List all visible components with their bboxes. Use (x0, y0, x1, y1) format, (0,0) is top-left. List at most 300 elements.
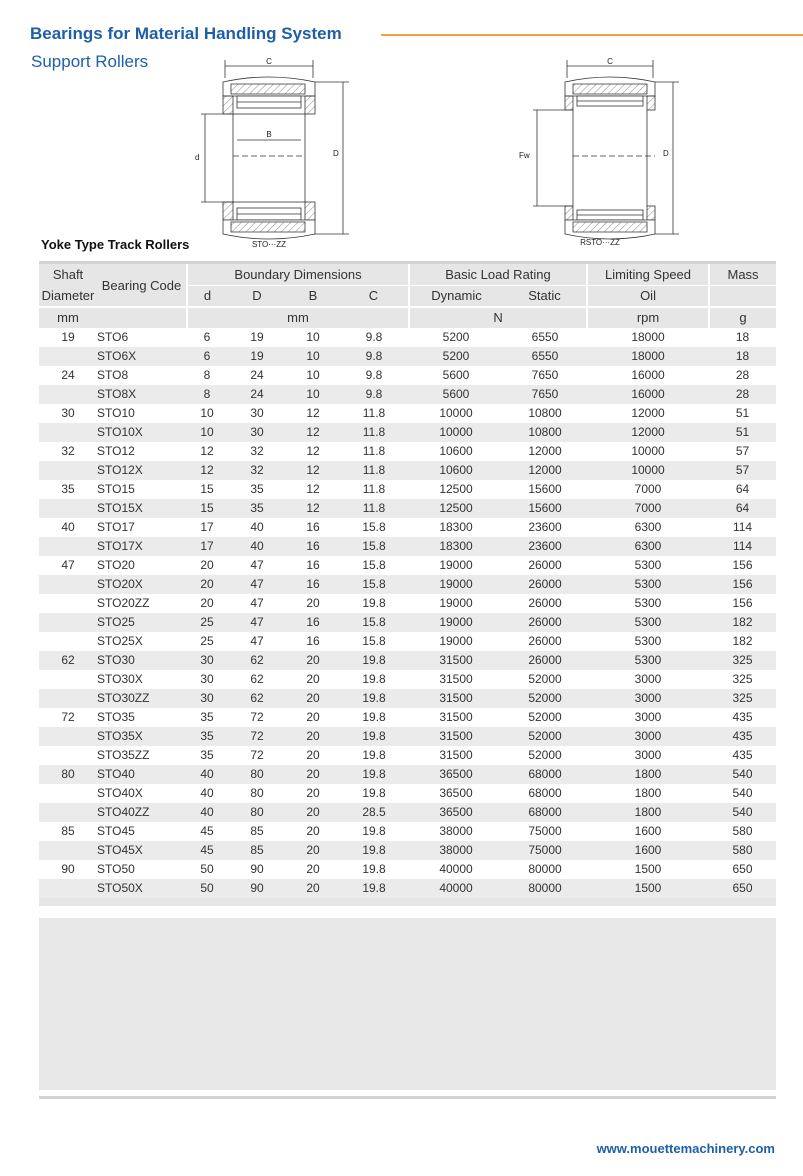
cell-bearing-code: STO50X (97, 879, 187, 898)
cell-C: 15.8 (339, 613, 409, 632)
cell-d: 6 (187, 347, 227, 366)
diagram-caption: STO···ZZ (251, 240, 287, 249)
cell-C: 15.8 (339, 575, 409, 594)
cell-B: 20 (287, 879, 339, 898)
table-row (39, 632, 776, 651)
cell-B: 10 (306, 368, 320, 382)
cell-static-load: 6550 (531, 330, 559, 344)
cell-limiting-speed: 5300 (587, 651, 709, 670)
cell-static-load: 68000 (503, 765, 587, 784)
cell-mass: 325 (709, 651, 776, 670)
header-static: Static (503, 286, 587, 308)
cell-B: 10 (287, 347, 339, 366)
cell-mass: 156 (732, 596, 753, 610)
cell-C: 19.8 (339, 651, 409, 670)
cell-D: 85 (250, 824, 264, 838)
unit-speed: rpm (587, 307, 709, 328)
title-divider (381, 34, 803, 36)
cell-static-load: 7650 (531, 368, 559, 382)
cell-shaft-diameter (39, 499, 97, 518)
cell-mass: 51 (735, 406, 750, 420)
cell-C: 9.8 (339, 347, 409, 366)
cell-mass: 435 (709, 727, 776, 746)
cell-C: 19.8 (362, 748, 386, 762)
cell-shaft-diameter (39, 537, 97, 556)
cell-mass: 64 (709, 499, 776, 518)
cell-B: 20 (306, 710, 320, 724)
cell-B: 20 (306, 824, 320, 838)
cell-shaft-diameter (39, 385, 97, 404)
cell-C: 19.8 (339, 879, 409, 898)
cell-shaft-diameter (39, 879, 97, 898)
cell-B: 12 (287, 461, 339, 480)
table-row (39, 651, 776, 670)
dim-fw-label: Fw (519, 151, 530, 160)
website-link[interactable]: www.mouettemachinery.com (596, 1141, 775, 1156)
cell-B: 16 (306, 634, 320, 648)
table-body (39, 328, 776, 906)
cell-d: 30 (187, 689, 227, 708)
cell-static-load: 52000 (528, 710, 562, 724)
cell-B: 12 (306, 444, 320, 458)
cell-shaft-diameter (39, 784, 97, 803)
cell-shaft-diameter (39, 613, 97, 632)
bottom-rule (39, 1096, 776, 1099)
cell-d: 35 (187, 727, 227, 746)
cell-shaft-diameter: 35 (61, 482, 75, 496)
cell-B: 16 (287, 537, 339, 556)
cell-static-load: 26000 (528, 558, 562, 572)
cell-shaft-diameter (39, 347, 97, 366)
dim-outer-d-label: D (333, 149, 339, 158)
cell-static-load: 75000 (503, 841, 587, 860)
cell-B: 16 (287, 613, 339, 632)
table-row (39, 328, 776, 347)
cell-shaft-diameter (39, 423, 97, 442)
cell-d: 30 (200, 672, 214, 686)
table-row (39, 784, 776, 803)
cell-shaft-diameter (39, 594, 97, 613)
cell-d: 12 (187, 461, 227, 480)
cell-D: 85 (227, 841, 287, 860)
cell-dynamic-load: 5600 (442, 368, 470, 382)
cell-C: 19.8 (339, 765, 409, 784)
cell-B: 10 (287, 385, 339, 404)
cell-dynamic-load: 36500 (409, 803, 503, 822)
cell-D: 90 (250, 862, 264, 876)
cell-bearing-code: STO45X (97, 841, 187, 860)
cell-limiting-speed: 5300 (634, 558, 662, 572)
cell-D: 47 (227, 613, 287, 632)
cell-limiting-speed: 12000 (587, 423, 709, 442)
cell-B: 10 (306, 330, 320, 344)
cell-limiting-speed: 1500 (587, 879, 709, 898)
cell-mass: 114 (732, 520, 753, 534)
cell-shaft-diameter (39, 632, 97, 651)
cell-bearing-code: STO15X (97, 499, 187, 518)
cell-B: 20 (287, 841, 339, 860)
cell-dynamic-load: 5200 (442, 330, 470, 344)
cell-limiting-speed: 10000 (587, 461, 709, 480)
cell-B: 20 (306, 862, 320, 876)
table-row (39, 442, 776, 461)
cell-static-load: 52000 (503, 727, 587, 746)
cell-shaft-diameter (39, 841, 97, 860)
cell-mass: 28 (735, 368, 750, 382)
cell-mass: 64 (735, 482, 750, 496)
cell-d: 8 (187, 385, 227, 404)
cell-C: 19.8 (339, 689, 409, 708)
cell-static-load: 7650 (503, 385, 587, 404)
cell-limiting-speed: 7000 (634, 482, 662, 496)
cell-mass: 57 (709, 461, 776, 480)
cell-d: 25 (200, 634, 214, 648)
cell-static-load: 26000 (503, 613, 587, 632)
cell-dynamic-load: 10600 (409, 461, 503, 480)
table-row (39, 518, 776, 537)
cell-dynamic-load: 10000 (409, 423, 503, 442)
cell-B: 12 (287, 499, 339, 518)
cell-limiting-speed: 1800 (634, 786, 662, 800)
cell-bearing-code: STO35ZZ (97, 748, 150, 762)
cell-shaft-diameter: 85 (61, 824, 75, 838)
header-oil: Oil (587, 286, 709, 308)
cell-d: 17 (187, 537, 227, 556)
cell-d: 15 (187, 499, 227, 518)
cell-shaft-diameter: 32 (61, 444, 75, 458)
cell-mass: 57 (735, 444, 750, 458)
cell-static-load: 26000 (503, 575, 587, 594)
cell-B: 20 (287, 765, 339, 784)
section-title: Yoke Type Track Rollers (41, 237, 190, 252)
cell-bearing-code: STO6X (97, 347, 187, 366)
cell-dynamic-load: 36500 (439, 786, 473, 800)
table-row (39, 841, 776, 860)
cell-limiting-speed: 3000 (634, 710, 662, 724)
cell-limiting-speed: 5300 (587, 613, 709, 632)
cell-d: 40 (187, 803, 227, 822)
cell-mass: 435 (732, 748, 753, 762)
cell-D: 62 (227, 689, 287, 708)
cell-limiting-speed: 3000 (587, 689, 709, 708)
table-row (39, 670, 776, 689)
cell-B: 12 (306, 406, 320, 420)
cell-C: 15.8 (362, 558, 386, 572)
cell-static-load: 75000 (528, 824, 562, 838)
cell-limiting-speed: 5300 (634, 634, 662, 648)
cell-limiting-speed: 1600 (634, 824, 662, 838)
cell-static-load: 52000 (528, 672, 562, 686)
cell-D: 90 (227, 879, 287, 898)
cell-dynamic-load: 38000 (439, 824, 473, 838)
cell-dynamic-load: 36500 (409, 765, 503, 784)
cell-static-load: 80000 (503, 879, 587, 898)
cell-mass: 18 (709, 347, 776, 366)
cell-d: 8 (203, 368, 211, 382)
cell-mass: 18 (735, 330, 750, 344)
table-row (39, 727, 776, 746)
cell-D: 80 (250, 786, 264, 800)
cell-mass: 325 (732, 672, 753, 686)
cell-B: 20 (306, 596, 320, 610)
notes-panel (39, 918, 776, 1090)
cell-mass: 540 (732, 786, 753, 800)
cell-D: 72 (250, 748, 264, 762)
table-row (39, 404, 776, 423)
cell-d: 12 (200, 444, 214, 458)
cell-limiting-speed: 12000 (631, 406, 665, 420)
header-dynamic: Dynamic (409, 286, 503, 308)
cell-D: 47 (227, 575, 287, 594)
cell-dynamic-load: 19000 (439, 596, 473, 610)
cell-dynamic-load: 31500 (439, 748, 473, 762)
cell-dynamic-load: 18300 (409, 537, 503, 556)
cell-static-load: 23600 (528, 520, 562, 534)
cell-limiting-speed: 3000 (634, 748, 662, 762)
cell-limiting-speed: 1500 (634, 862, 662, 876)
cell-C: 11.8 (362, 482, 386, 496)
table-row (39, 366, 776, 385)
cell-dynamic-load: 12500 (409, 499, 503, 518)
cell-shaft-diameter: 19 (61, 330, 75, 344)
cell-C: 11.8 (362, 444, 386, 458)
table-row (39, 556, 776, 575)
cell-B: 20 (287, 803, 339, 822)
cell-bearing-code: STO45 (97, 824, 135, 838)
cell-static-load: 26000 (528, 596, 562, 610)
header-C: C (339, 286, 409, 308)
cell-dynamic-load: 31500 (439, 710, 473, 724)
header-B: B (287, 286, 339, 308)
cell-bearing-code: STO8 (97, 368, 129, 382)
cell-shaft-diameter (39, 461, 97, 480)
table-row (39, 803, 776, 822)
cell-C: 19.8 (362, 862, 386, 876)
cell-static-load: 26000 (528, 634, 562, 648)
cell-D: 32 (250, 444, 264, 458)
cell-d: 30 (187, 651, 227, 670)
cell-limiting-speed: 18000 (631, 330, 665, 344)
cell-dynamic-load: 10000 (439, 406, 473, 420)
cell-bearing-code: STO20ZZ (97, 596, 150, 610)
diagram-caption: RSTO···ZZ (580, 238, 620, 247)
cell-bearing-code: STO17 (97, 520, 135, 534)
cell-C: 15.8 (362, 634, 386, 648)
cell-d: 17 (200, 520, 214, 534)
table-row (39, 537, 776, 556)
cell-bearing-code: STO17X (97, 537, 187, 556)
cell-static-load: 15600 (528, 482, 562, 496)
cell-bearing-code: STO8X (97, 385, 187, 404)
dim-d-label: d (195, 153, 200, 162)
cell-C: 19.8 (362, 672, 386, 686)
cell-shaft-diameter (39, 670, 97, 689)
cell-d: 40 (187, 765, 227, 784)
table-row (39, 746, 776, 765)
cell-bearing-code: STO12 (97, 444, 135, 458)
track-roller-spec-table (39, 261, 776, 906)
cell-C: 15.8 (362, 520, 386, 534)
cell-mass: 28 (709, 385, 776, 404)
rsto-bearing-diagram (515, 52, 690, 252)
page-title: Bearings for Material Handling System (30, 24, 342, 43)
cell-static-load: 15600 (503, 499, 587, 518)
cell-static-load: 68000 (503, 803, 587, 822)
cell-d: 20 (200, 596, 214, 610)
cell-d: 50 (187, 879, 227, 898)
cell-bearing-code: STO10X (97, 423, 187, 442)
cell-shaft-diameter: 47 (61, 558, 75, 572)
table-row (39, 689, 776, 708)
table-row (39, 765, 776, 784)
table-row (39, 860, 776, 879)
cell-B: 16 (287, 575, 339, 594)
cell-C: 19.8 (339, 841, 409, 860)
cell-shaft-diameter (39, 689, 97, 708)
unit-dimensions: mm (187, 307, 409, 328)
cell-d: 35 (200, 710, 214, 724)
cell-C: 9.8 (365, 368, 383, 382)
cell-mass: 156 (732, 558, 753, 572)
cell-d: 25 (187, 613, 227, 632)
cell-D: 72 (227, 727, 287, 746)
dim-c-label: C (266, 57, 272, 66)
cell-bearing-code: STO6 (97, 330, 129, 344)
cell-dynamic-load: 5600 (409, 385, 503, 404)
cell-d: 15 (200, 482, 214, 496)
cell-C: 11.8 (362, 406, 386, 420)
cell-mass: 182 (709, 613, 776, 632)
cell-dynamic-load: 12500 (439, 482, 473, 496)
cell-B: 16 (306, 520, 320, 534)
cell-limiting-speed: 5300 (634, 596, 662, 610)
cell-dynamic-load: 31500 (409, 689, 503, 708)
cell-limiting-speed: 3000 (587, 727, 709, 746)
table-row (39, 822, 776, 841)
unit-mass: g (709, 307, 776, 328)
header-boundary-dimensions: Boundary Dimensions (187, 263, 409, 286)
cell-mass: 580 (732, 824, 753, 838)
dim-c-label: C (607, 57, 613, 66)
table-row (39, 423, 776, 442)
cell-mass: 650 (709, 879, 776, 898)
cell-B: 20 (306, 748, 320, 762)
unit-code-blank (97, 307, 187, 328)
cell-static-load: 10800 (528, 406, 562, 420)
cell-bearing-code: STO40 (97, 765, 187, 784)
cell-limiting-speed: 16000 (631, 368, 665, 382)
cell-C: 19.8 (362, 596, 386, 610)
cell-D: 35 (227, 499, 287, 518)
cell-limiting-speed: 3000 (634, 672, 662, 686)
cell-dynamic-load: 31500 (409, 727, 503, 746)
header-mass-blank (709, 286, 776, 308)
cell-D: 62 (250, 672, 264, 686)
cell-mass: 182 (732, 634, 753, 648)
cell-dynamic-load: 31500 (439, 672, 473, 686)
cell-D: 30 (250, 406, 264, 420)
cell-shaft-diameter: 80 (39, 765, 97, 784)
cell-bearing-code: STO35 (97, 710, 135, 724)
cell-D: 19 (227, 347, 287, 366)
cell-C: 28.5 (339, 803, 409, 822)
header-basic-load-rating: Basic Load Rating (409, 263, 587, 286)
cell-static-load: 12000 (503, 461, 587, 480)
cell-limiting-speed: 6300 (634, 520, 662, 534)
table-row (39, 461, 776, 480)
cell-static-load: 6550 (503, 347, 587, 366)
cell-static-load: 10800 (503, 423, 587, 442)
cell-dynamic-load: 31500 (409, 651, 503, 670)
cell-C: 11.8 (339, 461, 409, 480)
header-mass: Mass (709, 263, 776, 286)
header-d: d (187, 286, 227, 308)
cell-limiting-speed: 5300 (587, 575, 709, 594)
cell-d: 10 (200, 406, 214, 420)
sto-bearing-diagram (185, 52, 355, 252)
cell-dynamic-load: 38000 (409, 841, 503, 860)
cell-limiting-speed: 18000 (587, 347, 709, 366)
cell-mass: 540 (709, 803, 776, 822)
cell-mass: 540 (709, 765, 776, 784)
cell-limiting-speed: 1800 (587, 765, 709, 784)
cell-limiting-speed: 10000 (631, 444, 665, 458)
cell-bearing-code: STO20 (97, 558, 135, 572)
cell-dynamic-load: 40000 (409, 879, 503, 898)
cell-static-load: 52000 (528, 748, 562, 762)
cell-limiting-speed: 16000 (587, 385, 709, 404)
cell-B: 20 (306, 786, 320, 800)
cell-B: 20 (287, 651, 339, 670)
cell-bearing-code: STO12X (97, 461, 187, 480)
cell-mass: 580 (709, 841, 776, 860)
cell-C: 9.8 (339, 385, 409, 404)
cell-limiting-speed: 7000 (587, 499, 709, 518)
cell-bearing-code: STO25X (97, 634, 143, 648)
cell-d: 10 (187, 423, 227, 442)
cell-bearing-code: STO30X (97, 672, 143, 686)
cell-dynamic-load: 19000 (439, 634, 473, 648)
cell-B: 16 (306, 558, 320, 572)
cell-static-load: 52000 (503, 689, 587, 708)
cell-C: 11.8 (339, 499, 409, 518)
cell-bearing-code: STO25 (97, 613, 187, 632)
cell-D: 24 (227, 385, 287, 404)
unit-load: N (409, 307, 587, 328)
cell-B: 20 (287, 727, 339, 746)
cell-limiting-speed: 6300 (587, 537, 709, 556)
cell-C: 15.8 (339, 537, 409, 556)
cell-bearing-code: STO30 (97, 651, 187, 670)
header-D: D (227, 286, 287, 308)
dim-outer-d-label: D (663, 149, 669, 158)
cell-D: 72 (250, 710, 264, 724)
cell-D: 35 (250, 482, 264, 496)
cell-shaft-diameter (39, 746, 97, 765)
dim-b-label: B (266, 130, 272, 139)
cell-static-load: 68000 (528, 786, 562, 800)
cell-d: 35 (200, 748, 214, 762)
cell-D: 32 (227, 461, 287, 480)
cell-shaft-diameter: 40 (61, 520, 75, 534)
cell-dynamic-load: 10600 (439, 444, 473, 458)
cell-dynamic-load: 5200 (409, 347, 503, 366)
header-bearing-code: Bearing Code (97, 263, 187, 308)
cell-D: 24 (250, 368, 264, 382)
cell-mass: 114 (709, 537, 776, 556)
cell-C: 19.8 (362, 786, 386, 800)
cell-d: 40 (200, 786, 214, 800)
